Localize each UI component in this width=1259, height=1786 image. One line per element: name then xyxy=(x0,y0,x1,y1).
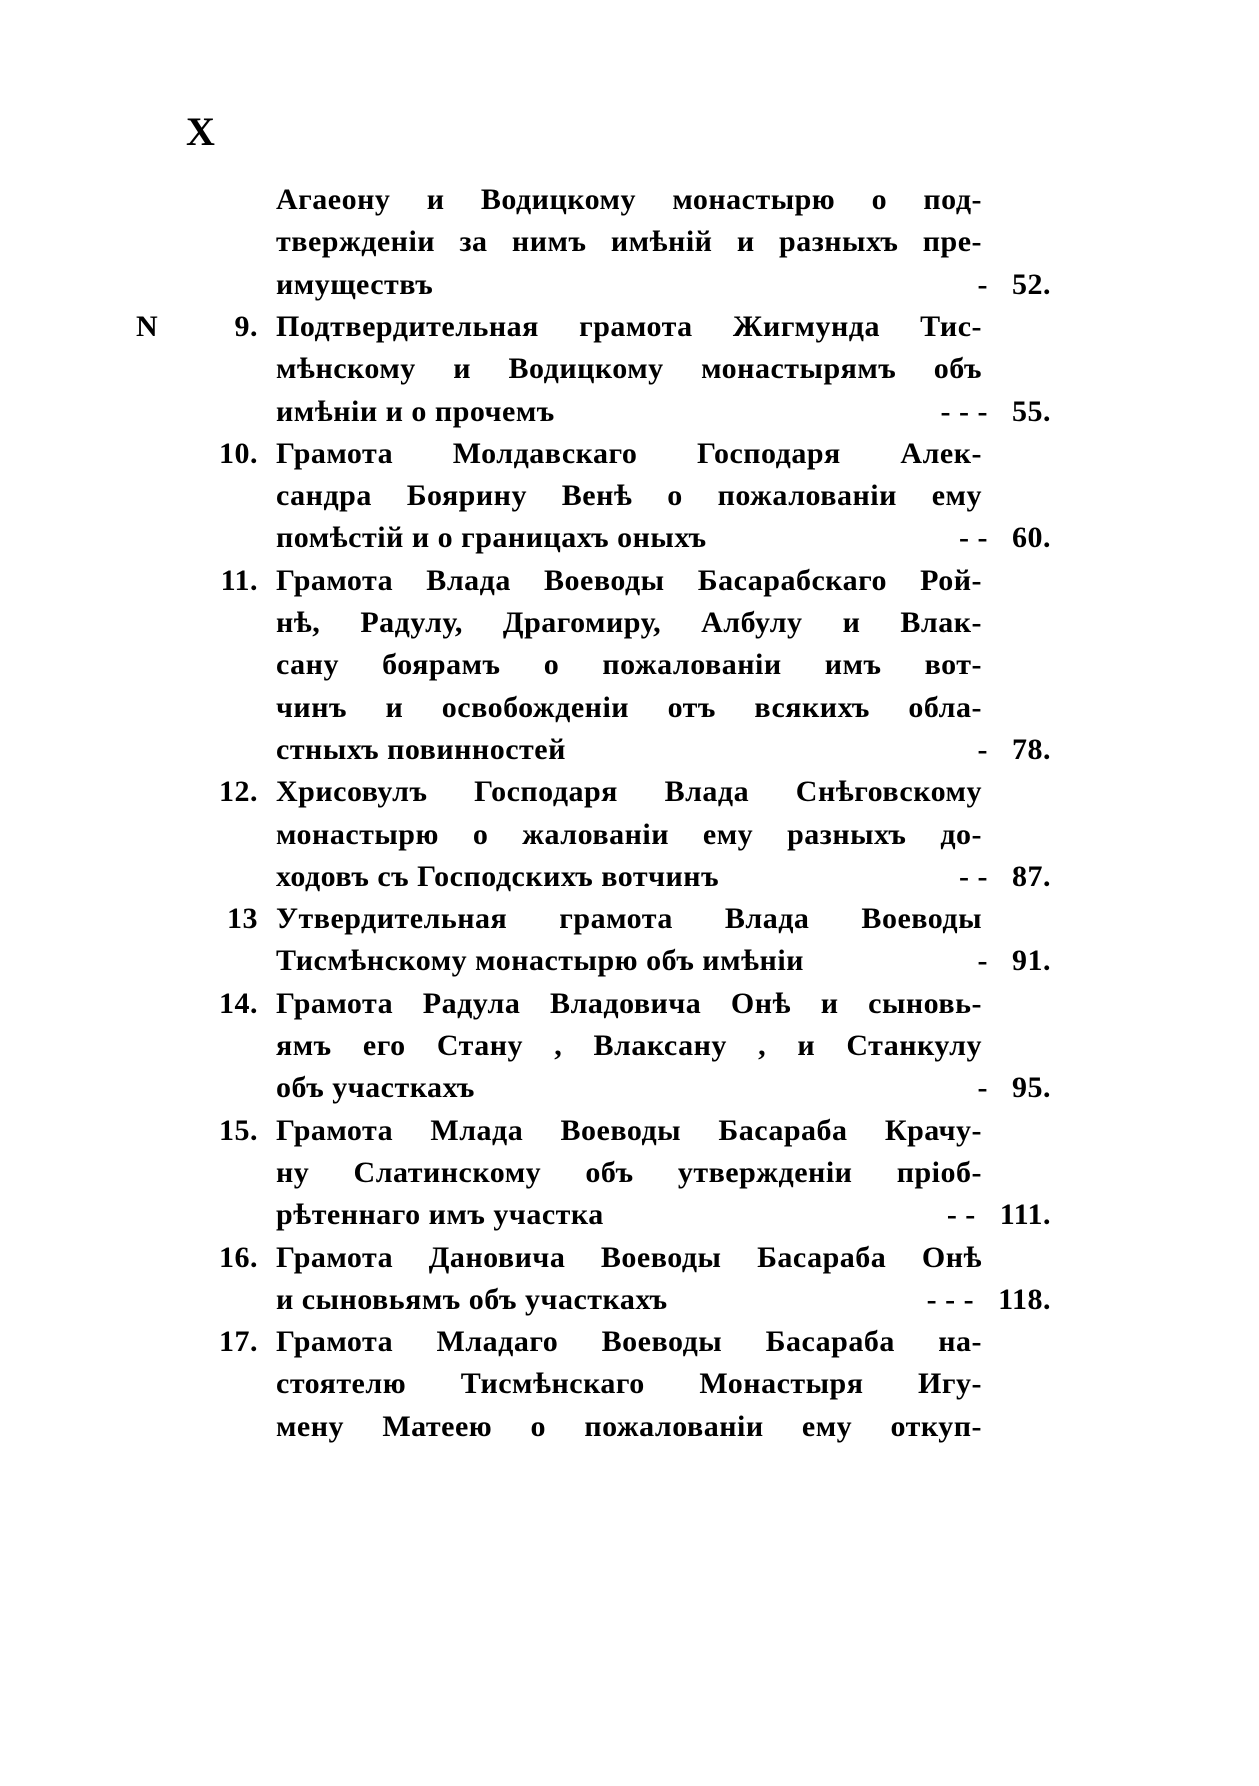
entry-text: стоятелю Тисмѣнскаго Монастыря Игу- xyxy=(276,1367,982,1401)
entry-number: 15. xyxy=(219,1113,258,1147)
entry-text: Грамота Дановича Воеводы Басараба Онѣ xyxy=(276,1240,982,1274)
toc-entry-start xyxy=(219,1107,982,1155)
page-number: 52. xyxy=(1012,267,1051,301)
toc-line xyxy=(276,599,982,647)
toc-line xyxy=(276,1149,982,1197)
leader-dashes: - xyxy=(977,944,988,978)
entry-text: Грамота Влада Воеводы Басарабскаго Рой- xyxy=(276,563,982,597)
toc-line xyxy=(276,1022,982,1070)
entry-number: 10. xyxy=(219,436,258,470)
toc-line xyxy=(276,811,982,859)
toc-line xyxy=(276,684,982,732)
page-folio: X xyxy=(186,109,215,154)
entry-text: Грамота Радула Владовича Онѣ и сыновь- xyxy=(276,986,982,1020)
entry-text: сану боярамъ о пожалованіи имъ вот- xyxy=(276,648,982,682)
page-number: 87. xyxy=(1012,859,1051,893)
entry-number: 14. xyxy=(219,986,258,1020)
entry-text: помѣстій и о границахъ оныхъ xyxy=(276,521,707,555)
entry-text: Подтвердительная грамота Жигмунда Тис- xyxy=(276,309,982,343)
entry-text: объ участкахъ xyxy=(276,1071,475,1105)
toc-line xyxy=(276,514,1051,562)
toc-line xyxy=(276,853,1051,901)
page-number: 111. xyxy=(999,1198,1051,1232)
toc-entry-start xyxy=(227,895,982,943)
leader-dashes: - - xyxy=(946,1198,976,1232)
entry-text: ямъ его Стану , Влаксану , и Станкулу xyxy=(276,1029,982,1062)
entry-text: Грамота Молдавскаго Господаря Алек- xyxy=(276,436,982,470)
toc-line xyxy=(276,726,1051,774)
entry-number: 11. xyxy=(220,563,258,597)
entry-text: имуществъ xyxy=(276,267,434,301)
toc-line xyxy=(276,1403,982,1451)
entry-text: мѣнскому и Водицкому монастырямъ объ xyxy=(276,352,982,386)
entry-text: мену Матеею о пожалованіи ему откуп- xyxy=(276,1409,982,1443)
toc-line xyxy=(276,345,982,393)
page-number: 78. xyxy=(1012,732,1051,766)
toc-line xyxy=(276,1360,982,1408)
entry-text: ну Слатинскому объ утвержденіи пріоб- xyxy=(276,1155,982,1189)
entry-text: монастырю о жалованіи ему разныхъ до- xyxy=(276,817,982,851)
leader-dashes: - - xyxy=(959,521,988,555)
leader-dashes: - - - xyxy=(940,394,988,428)
toc-entry-start xyxy=(136,303,982,351)
page-number: 60. xyxy=(1012,521,1051,555)
entry-text: Грамота Младаго Воеводы Басараба на- xyxy=(276,1325,982,1359)
leader-dashes: - xyxy=(977,732,988,766)
toc-entry-start xyxy=(219,980,982,1028)
entry-number: 9. xyxy=(234,309,258,343)
entry-text: рѣтеннаго имъ участка xyxy=(276,1198,604,1232)
toc-line xyxy=(276,388,1051,436)
entry-text: Утвердительная грамота Влада Воеводы xyxy=(276,902,982,936)
toc-entry-start xyxy=(219,430,982,478)
entry-text: Хрисовулъ Господаря Влада Снѣговскому xyxy=(276,775,982,809)
entry-text: сандра Боярину Венѣ о пожалованіи ему xyxy=(276,479,982,513)
toc-line xyxy=(276,472,982,520)
page-number: 95. xyxy=(1012,1071,1051,1105)
entry-number: 12. xyxy=(219,775,258,809)
toc-entry-start xyxy=(220,557,982,605)
toc-line xyxy=(276,261,1051,309)
entry-text: ходовъ съ Господскихъ вотчинъ xyxy=(276,859,720,893)
entry-text: твержденіи за нимъ имѣній и разныхъ пре- xyxy=(276,225,982,259)
leader-dashes: - xyxy=(977,267,988,301)
toc-line xyxy=(276,218,982,266)
entry-number: 16. xyxy=(219,1240,258,1274)
entry-text: имѣніи и о прочемъ xyxy=(276,394,555,428)
page-number: 91. xyxy=(1012,944,1051,978)
entry-number: 13 xyxy=(227,902,258,936)
toc-line xyxy=(276,176,982,224)
toc-line xyxy=(276,641,982,689)
toc-line xyxy=(276,1191,1051,1239)
entry-text: Агаеону и Водицкому монастырю о под- xyxy=(276,183,982,216)
entry-text: стныхъ повинностей xyxy=(276,732,566,766)
toc-entry-start xyxy=(219,1318,982,1366)
toc-line xyxy=(276,1064,1051,1112)
leader-dashes: - - xyxy=(959,859,988,893)
toc-entry-start xyxy=(219,1234,982,1282)
entry-text: и сыновьямъ объ участкахъ xyxy=(276,1282,668,1316)
entry-text: Грамота Млада Воеводы Басараба Крачу- xyxy=(276,1113,982,1147)
leader-dashes: - xyxy=(977,1071,988,1105)
entry-text: чинъ и освобожденіи отъ всякихъ обла- xyxy=(276,690,982,724)
entry-number-mark: N xyxy=(136,309,159,343)
entry-text: нѣ, Радулу, Драгомиру, Албулу и Влак- xyxy=(276,606,982,639)
entry-number: 17. xyxy=(219,1325,258,1359)
toc-line xyxy=(276,937,1051,985)
leader-dashes: - - - xyxy=(926,1282,975,1316)
toc-line xyxy=(276,1276,1051,1324)
page-number: 55. xyxy=(1012,394,1051,428)
entry-text: Тисмѣнскому монастырю объ имѣніи xyxy=(276,944,804,978)
page-number: 118. xyxy=(998,1282,1051,1316)
toc-entry-start xyxy=(219,768,982,816)
